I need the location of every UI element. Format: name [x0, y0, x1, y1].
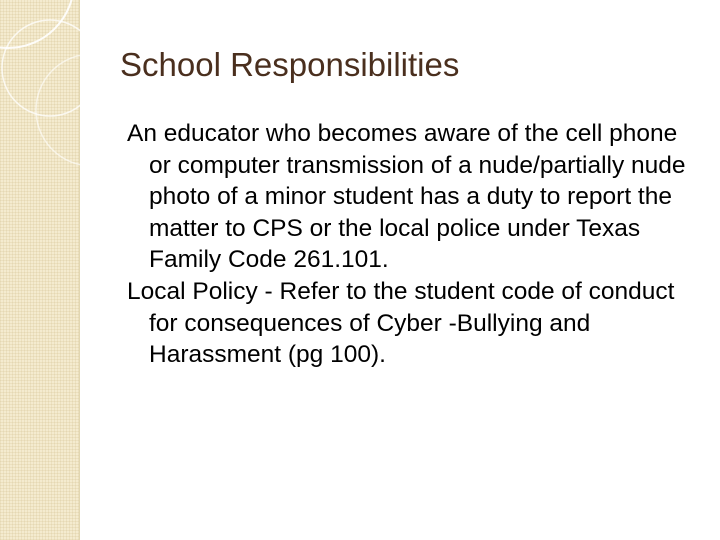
slide-title: School Responsibilities: [120, 46, 460, 83]
body-paragraph-reporting-duty: An educator who becomes aware of the cell phone or computer transmission of a nude/partially nude photo of a minor student has a duty to report the matter to CPS or the local police under Texas Family Code 261.101.: [127, 120, 686, 274]
slide-body: [127, 118, 705, 371]
body-paragraph-local-policy: Local Policy - Refer to the student code of conduct for consequences of Cyber -Bullying and Harassment (pg 100).: [127, 277, 675, 369]
decorative-ring-medium: [2, 20, 98, 116]
